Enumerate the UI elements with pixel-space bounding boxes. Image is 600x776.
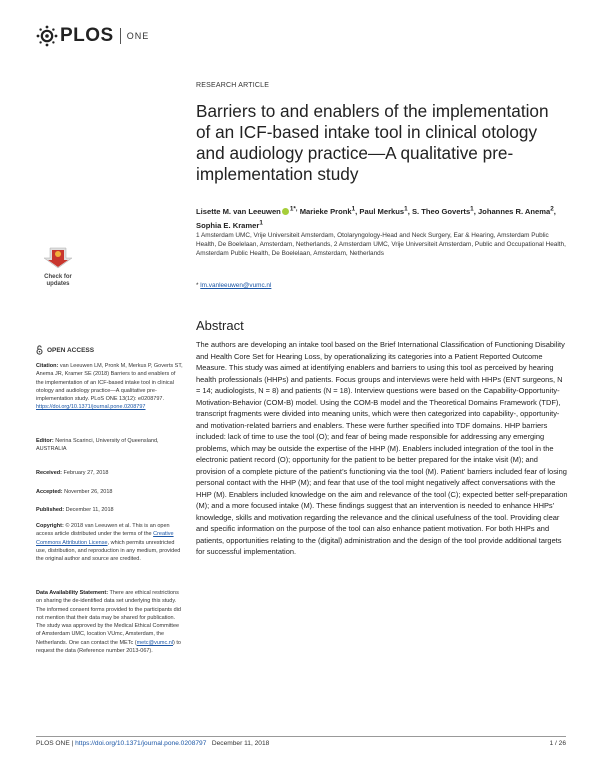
corresponding-email: * lm.vanleeuwen@vumc.nl <box>196 282 272 289</box>
logo-text: PLOS <box>60 25 114 46</box>
abstract-heading: Abstract <box>196 318 244 333</box>
citation-doi-link[interactable]: https://doi.org/10.1371/journal.pone.0208797 <box>36 404 146 411</box>
logo-separator <box>120 28 121 44</box>
email-link[interactable]: lm.vanleeuwen@vumc.nl <box>200 282 272 289</box>
author[interactable]: Lisette M. van Leeuwen $^{1*,}$ <box>196 205 298 216</box>
orcid-icon[interactable] <box>282 208 289 215</box>
open-access-badge: OPEN ACCESS <box>36 345 94 355</box>
author[interactable]: Johannes R. Anema$^2$, <box>477 205 556 216</box>
page-number: 1 / 26 <box>549 740 566 747</box>
accepted-date: Accepted: November 26, 2018 <box>36 489 113 495</box>
journal-name: ONE <box>126 31 150 41</box>
affiliations: 1 Amsterdam UMC, Vrije Universiteit Amsterdam, Otolaryngology-Head and Neck Surgery, Ear & Hearing, Amsterdam Public Health, De Boelelaan, Amsterdam, Netherlands, 2 Amsterdam UMC, Vrije Universiteit Amsterdam, Public and Occupational Health, Amsterdam Public Health, De Boelelaan, Amsterdam, Netherlands <box>196 232 566 258</box>
license-link[interactable]: Creative Commons Attribution License <box>36 531 174 546</box>
check-for-updates-label[interactable]: Check for updates <box>44 274 72 287</box>
article-title: Barriers to and enablers of the implementation of an ICF-based intake tool in clinical otology and audiology practice—A qualitative pre-implementation study <box>196 101 549 184</box>
footer-citation: PLOS ONE | https://doi.org/10.1371/journal.pone.0208797 December 11, 2018 <box>36 740 270 747</box>
citation-block: Citation: van Leeuwen LM, Pronk M, Merkus P, Goverts ST, Anema JR, Kramer SE (2018) Barriers to and enablers of the implementation of an ICF-based intake tool in clinical otology and audiology practice—A qualitative pre-implementation study. PLoS ONE 13(12): e0208797. https://doi.org/10.1371/journal.pone.0208797 <box>36 363 183 411</box>
data-availability-block: Data Availability Statement: There are ethical restrictions on sharing the de-identified data set underlying this study. The informed consent forms provided to the participants did not mention that their data may be shared for publication. The study was approved by the Medical Ethical Committee of Amsterdam UMC, location VUmc, Amsterdam, the Netherlands. One can contact the METc (metc@vumc.nl) to request the data (Reference number 2013-067). <box>36 590 181 655</box>
received-date: Received: February 27, 2018 <box>36 470 109 476</box>
article-type: RESEARCH ARTICLE <box>196 82 270 89</box>
author[interactable]: Sophia E. Kramer$^1$ <box>196 219 263 230</box>
plos-logo-icon <box>36 25 58 47</box>
author-list <box>196 203 566 231</box>
footer-doi-link[interactable]: https://doi.org/10.1371/journal.pone.0208797 <box>75 740 207 747</box>
editor-block: Editor: Nerina Scarinci, University of Queensland, AUSTRALIA <box>36 438 159 453</box>
metc-email-link[interactable]: metc@vumc.nl <box>136 639 174 646</box>
author[interactable]: S. Theo Goverts$^1$, <box>411 205 476 216</box>
footer-rule <box>36 736 566 737</box>
published-date: Published: December 11, 2018 <box>36 507 114 513</box>
author[interactable]: Paul Merkus$^1$, <box>359 205 410 216</box>
copyright-block: Copyright: © 2018 van Leeuwen et al. This is an open access article distributed under the terms of the Creative Commons Attribution License, which permits unrestricted use, distribution, and reproduction in any medium, provided the original author and source are credited. <box>36 523 181 563</box>
author[interactable]: Marieke Pronk$^1$, <box>299 205 358 216</box>
open-access-lock-icon <box>36 345 43 355</box>
abstract-text: The authors are developing an intake tool based on the Brief International Classification of Functioning Disability and Health Core Set for Hearing Loss, by operationalizing its categories into a Patient Reported Outcome Measure. This study was aimed at identifying enablers and barriers to using this tool as perceived by hearing health professionals (HHPs) and patients. Focus groups and interviews were held with HHPs (ENT surgeons, N = 14; audiologists, N = 8) and patients (N = 18). Interview questions were based on the Capability-Opportunity-Motivation-Behavior (COM-B) model. Using the COM-B model and the Theoretical Domains Framework (TDF), transcript fragments were divided into meaning units, which were then categorized into capability-, opportunity- and motivation-related barriers and enablers. These were further specified into TDF domains. HHP barriers included: lack of time to use the tool (O); and fear of being made responsible for addressing any emerging problems, which may be outside the expertise of the HHP (M). Enablers included integration of the tool in the electronic patient record (O); opportunity for the patient to be better prepared for the intake visit (M); and provision of a complete picture of the patient’s functioning via the tool (M). Patient’ barriers included fear of losing personal contact with the HHP (M); and fear that use of the tool might negatively affect conversations with the HHP (M). Enablers included knowledge on the aim and relevance of the tool (C); expected better self-preparation (M); and a more focused intake (M). These findings suggest that an intervention is needed to enhance HHPs’ knowledge, skills and motivation regarding the relevance and the clinical usefulness of the tool. Providing clear and specific information on the purpose of the tool can also enhance patient motivation. For both HHPs and patients, opportunities relating to the (digital) administration and the design of the tool provide additional targets for successful implementation. <box>196 340 568 556</box>
plos-logo[interactable] <box>36 24 149 48</box>
footer-date: December 11, 2018 <box>211 740 270 747</box>
